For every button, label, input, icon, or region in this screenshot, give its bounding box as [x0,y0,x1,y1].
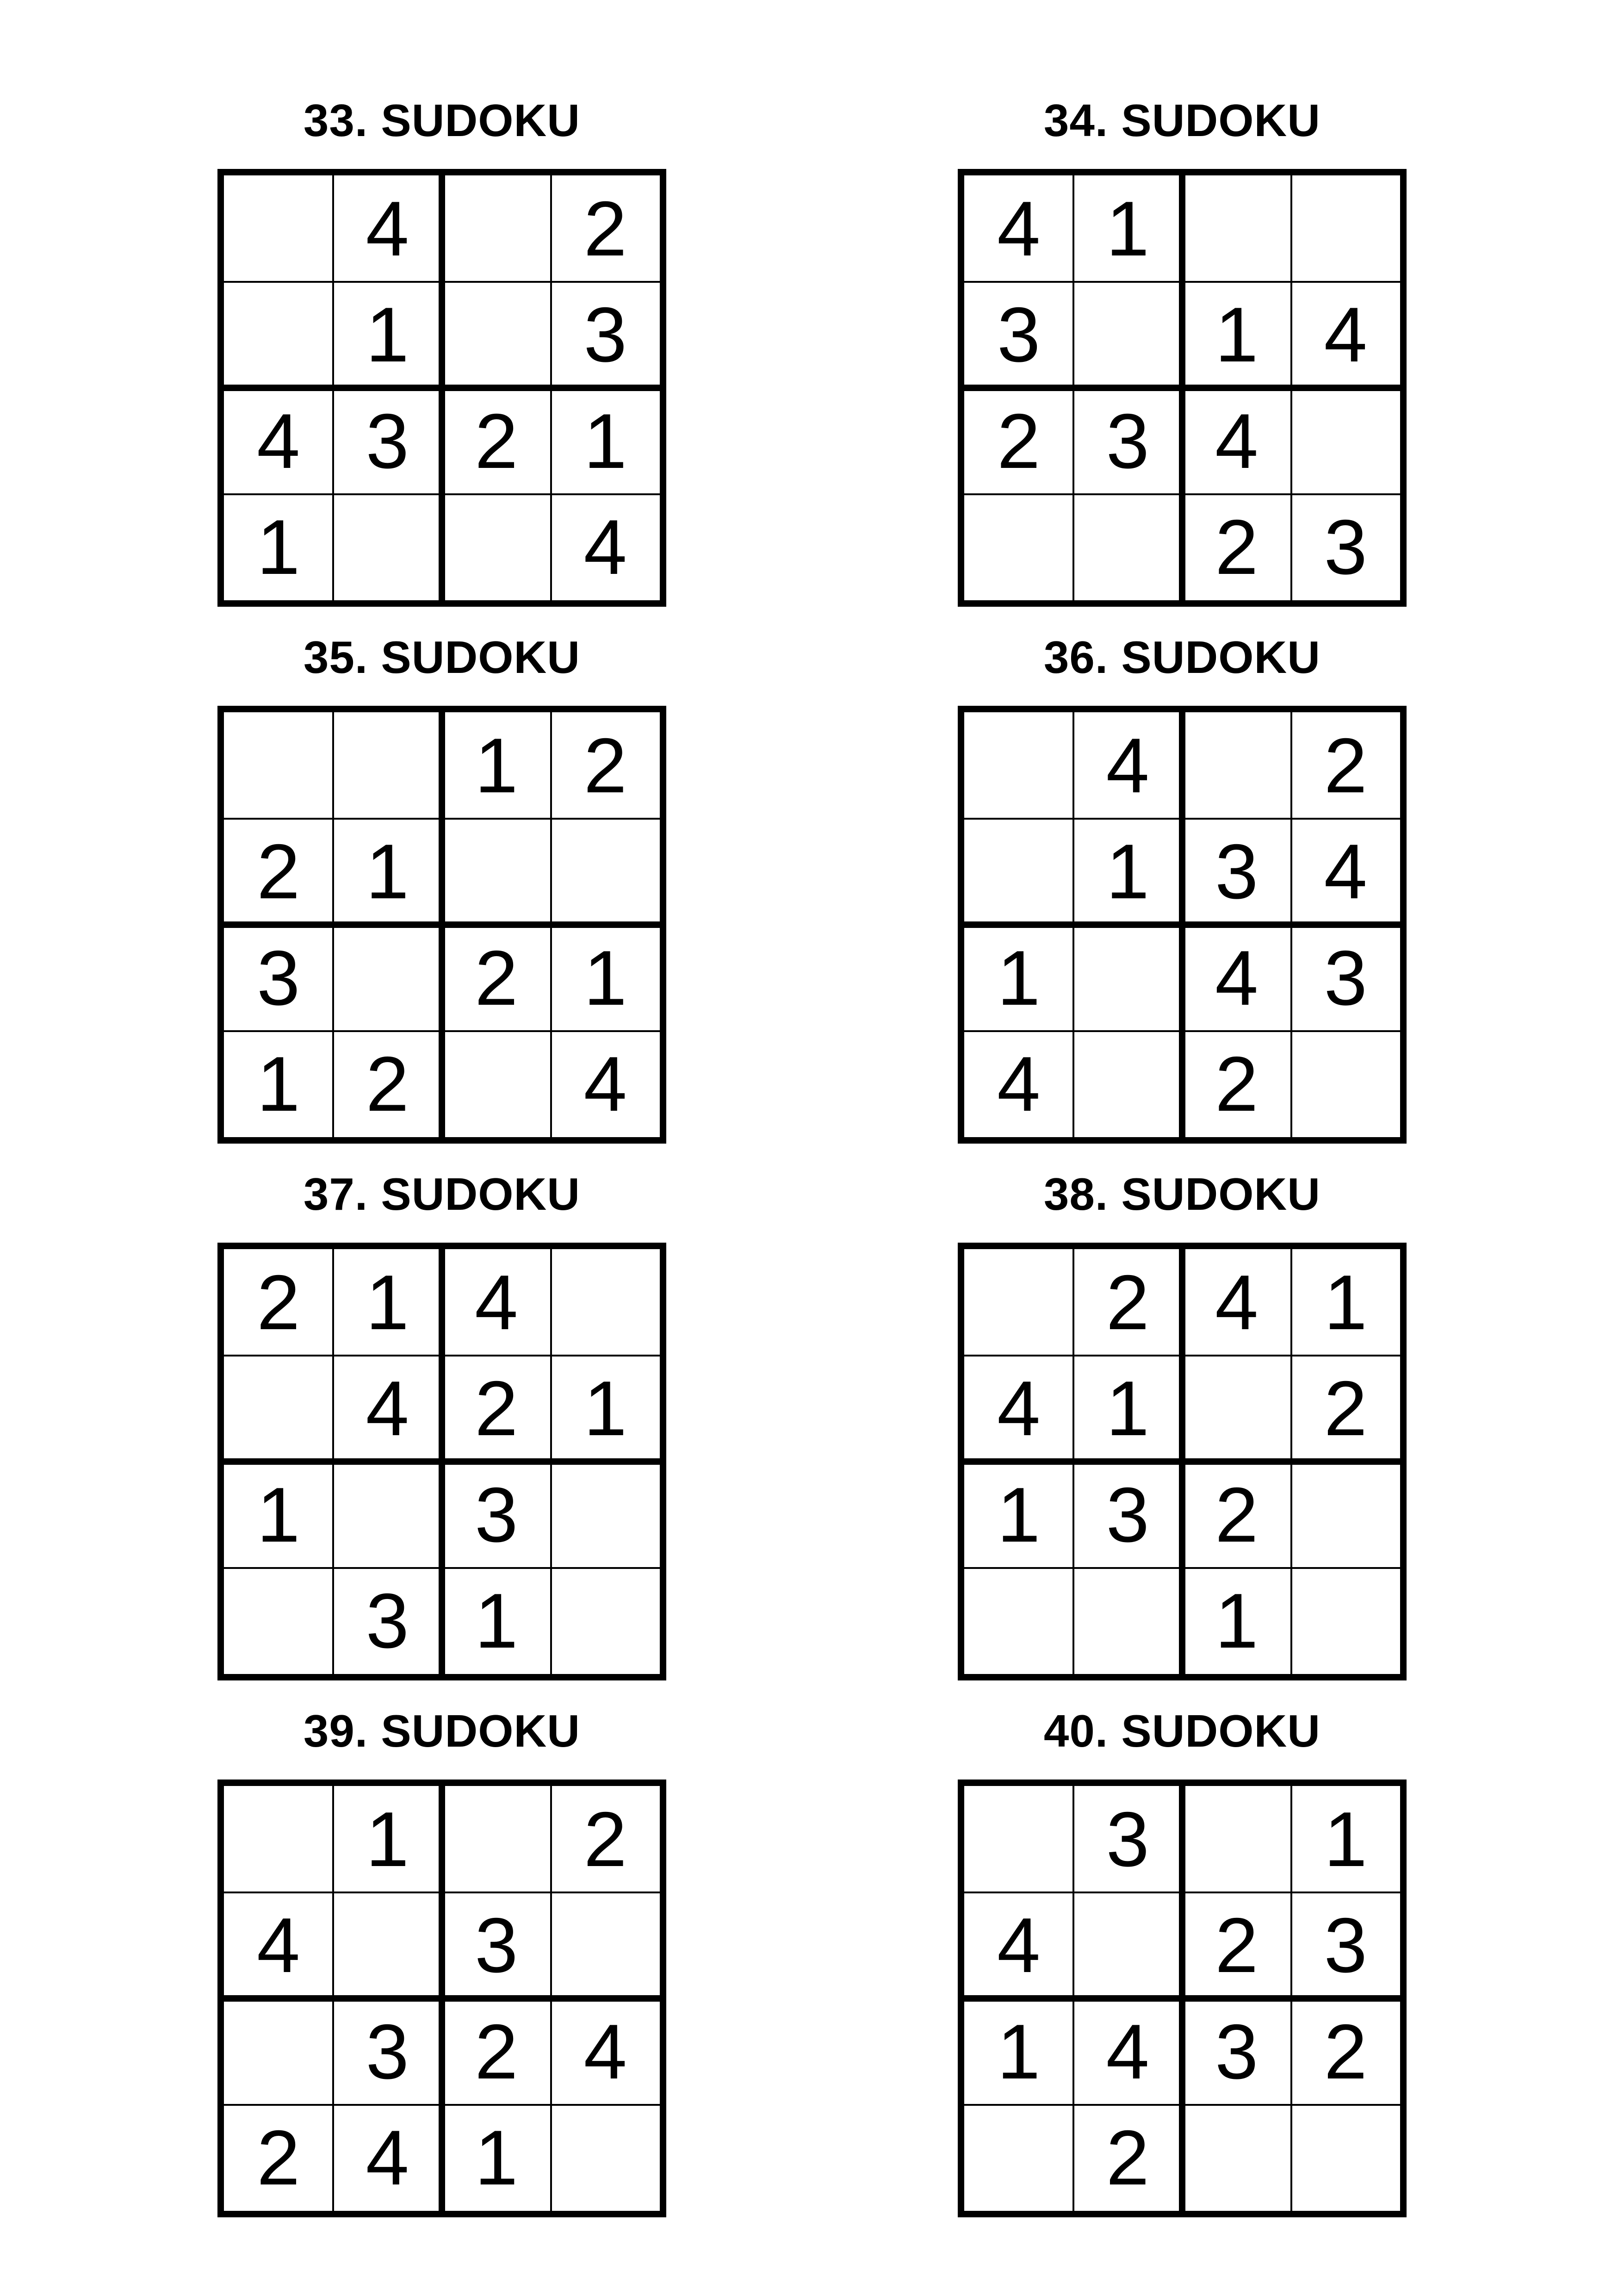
empty-cell[interactable] [1073,1568,1183,1674]
given-cell: 3 [1215,828,1258,915]
given-cell: 1 [997,1471,1041,1558]
empty-cell[interactable] [1073,925,1183,1031]
empty-cell[interactable] [1073,282,1183,388]
sudoku-grid [958,706,1407,1144]
given-cell: 4 [1324,291,1367,379]
given-cell: 1 [1106,185,1149,272]
empty-cell[interactable] [551,2105,660,2211]
given-cell: 2 [475,934,518,1021]
given-cell: 1 [1324,1258,1367,1346]
given-cell: 3 [366,397,409,485]
given-cell: 3 [1324,1902,1367,1989]
given-cell: 4 [1215,397,1258,485]
empty-cell[interactable] [224,712,333,819]
puzzle-title: 40. SUDOKU [1043,1705,1321,1756]
given-cell: 1 [1215,1577,1258,1665]
given-cell: 4 [997,1040,1041,1128]
sudoku-puzzle [217,1701,666,2238]
given-cell: 1 [366,1795,409,1883]
empty-cell[interactable] [333,925,442,1031]
given-cell: 4 [366,185,409,272]
empty-cell[interactable] [1291,1568,1401,1674]
puzzle-title: 33. SUDOKU [303,95,581,146]
empty-cell[interactable] [224,282,333,388]
given-cell: 1 [366,1258,409,1346]
given-cell: 3 [366,1577,409,1665]
sudoku-grid [217,1243,666,1680]
given-cell: 1 [997,2008,1041,2095]
empty-cell[interactable] [551,1568,660,1674]
given-cell: 3 [257,934,300,1021]
given-cell: 4 [1106,2008,1149,2095]
empty-cell[interactable] [442,1031,551,1138]
given-cell: 3 [583,291,627,379]
empty-cell[interactable] [1182,175,1291,282]
given-cell: 4 [1324,828,1367,915]
empty-cell[interactable] [333,1462,442,1568]
empty-cell[interactable] [442,819,551,925]
sudoku-grid [958,169,1407,607]
sudoku-grid [217,169,666,607]
given-cell: 1 [583,934,627,1021]
given-cell: 3 [1324,934,1367,1021]
empty-cell[interactable] [224,1998,333,2105]
empty-cell[interactable] [551,1249,660,1356]
given-cell: 3 [1324,504,1367,591]
empty-cell[interactable] [964,1568,1073,1674]
given-cell: 4 [366,1365,409,1452]
empty-cell[interactable] [333,1892,442,1999]
given-cell: 1 [583,1365,627,1452]
given-cell: 3 [1106,1471,1149,1558]
puzzle-title: 38. SUDOKU [1043,1169,1321,1220]
sudoku-puzzle [958,1701,1407,2238]
empty-cell[interactable] [1182,1356,1291,1462]
puzzle-title: 37. SUDOKU [303,1169,581,1220]
given-cell: 3 [1106,397,1149,485]
given-cell: 1 [257,1040,300,1128]
given-cell: 3 [475,1471,518,1558]
empty-cell[interactable] [442,175,551,282]
empty-cell[interactable] [1291,2105,1401,2211]
given-cell: 4 [475,1258,518,1346]
given-cell: 4 [583,1040,627,1128]
puzzle-title: 36. SUDOKU [1043,632,1321,683]
empty-cell[interactable] [442,1786,551,1892]
given-cell: 2 [1106,1258,1149,1346]
empty-cell[interactable] [333,712,442,819]
given-cell: 4 [997,185,1041,272]
given-cell: 2 [1215,1902,1258,1989]
empty-cell[interactable] [224,175,333,282]
empty-cell[interactable] [1073,1031,1183,1138]
given-cell: 2 [366,1040,409,1128]
given-cell: 2 [257,1258,300,1346]
empty-cell[interactable] [224,1568,333,1674]
given-cell: 1 [257,504,300,591]
empty-cell[interactable] [333,494,442,601]
empty-cell[interactable] [1073,1892,1183,1999]
empty-cell[interactable] [224,1356,333,1462]
given-cell: 3 [997,291,1041,379]
empty-cell[interactable] [964,494,1073,601]
given-cell: 4 [997,1365,1041,1452]
sudoku-puzzle [958,627,1407,1164]
given-cell: 1 [475,722,518,809]
empty-cell[interactable] [551,819,660,925]
given-cell: 2 [997,397,1041,485]
sudoku-grid [217,706,666,1144]
given-cell: 4 [583,2008,627,2095]
given-cell: 4 [257,397,300,485]
given-cell: 1 [583,397,627,485]
given-cell: 4 [1106,722,1149,809]
empty-cell[interactable] [1291,388,1401,494]
given-cell: 2 [1324,2008,1367,2095]
sudoku-grid [958,1780,1407,2217]
given-cell: 2 [583,722,627,809]
given-cell: 4 [257,1902,300,1989]
given-cell: 2 [1106,2114,1149,2202]
given-cell: 1 [1324,1795,1367,1883]
given-cell: 4 [366,2114,409,2202]
given-cell: 1 [366,828,409,915]
given-cell: 3 [1106,1795,1149,1883]
sudoku-puzzle [217,90,666,627]
empty-cell[interactable] [1182,2105,1291,2211]
puzzle-title: 39. SUDOKU [303,1705,581,1756]
given-cell: 2 [475,397,518,485]
given-cell: 2 [1324,722,1367,809]
given-cell: 2 [475,2008,518,2095]
empty-cell[interactable] [964,1249,1073,1356]
given-cell: 1 [997,934,1041,1021]
sudoku-puzzle [958,1164,1407,1701]
empty-cell[interactable] [551,1892,660,1999]
empty-cell[interactable] [964,819,1073,925]
given-cell: 2 [475,1365,518,1452]
empty-cell[interactable] [551,1462,660,1568]
sudoku-puzzle [217,627,666,1164]
empty-cell[interactable] [224,1786,333,1892]
empty-cell[interactable] [1073,494,1183,601]
puzzle-title: 35. SUDOKU [303,632,581,683]
given-cell: 1 [366,291,409,379]
sudoku-puzzle [958,90,1407,627]
given-cell: 1 [1106,828,1149,915]
empty-cell[interactable] [964,2105,1073,2211]
empty-cell[interactable] [1182,712,1291,819]
given-cell: 2 [257,828,300,915]
empty-cell[interactable] [964,1786,1073,1892]
given-cell: 2 [1324,1365,1367,1452]
given-cell: 2 [583,1795,627,1883]
given-cell: 4 [1215,934,1258,1021]
puzzle-title: 34. SUDOKU [1043,95,1321,146]
empty-cell[interactable] [1182,1786,1291,1892]
given-cell: 3 [1215,2008,1258,2095]
given-cell: 4 [997,1902,1041,1989]
sudoku-grid [958,1243,1407,1680]
empty-cell[interactable] [1291,1462,1401,1568]
given-cell: 1 [257,1471,300,1558]
given-cell: 4 [583,504,627,591]
given-cell: 1 [475,1577,518,1665]
empty-cell[interactable] [442,494,551,601]
given-cell: 2 [257,2114,300,2202]
given-cell: 2 [1215,504,1258,591]
sudoku-puzzle [217,1164,666,1701]
given-cell: 1 [475,2114,518,2202]
empty-cell[interactable] [1291,1031,1401,1138]
given-cell: 2 [1215,1040,1258,1128]
empty-cell[interactable] [442,282,551,388]
sudoku-grid [217,1780,666,2217]
given-cell: 1 [1215,291,1258,379]
given-cell: 4 [1215,1258,1258,1346]
empty-cell[interactable] [964,712,1073,819]
empty-cell[interactable] [1291,175,1401,282]
given-cell: 1 [1106,1365,1149,1452]
given-cell: 3 [475,1902,518,1989]
given-cell: 2 [583,185,627,272]
given-cell: 2 [1215,1471,1258,1558]
given-cell: 3 [366,2008,409,2095]
